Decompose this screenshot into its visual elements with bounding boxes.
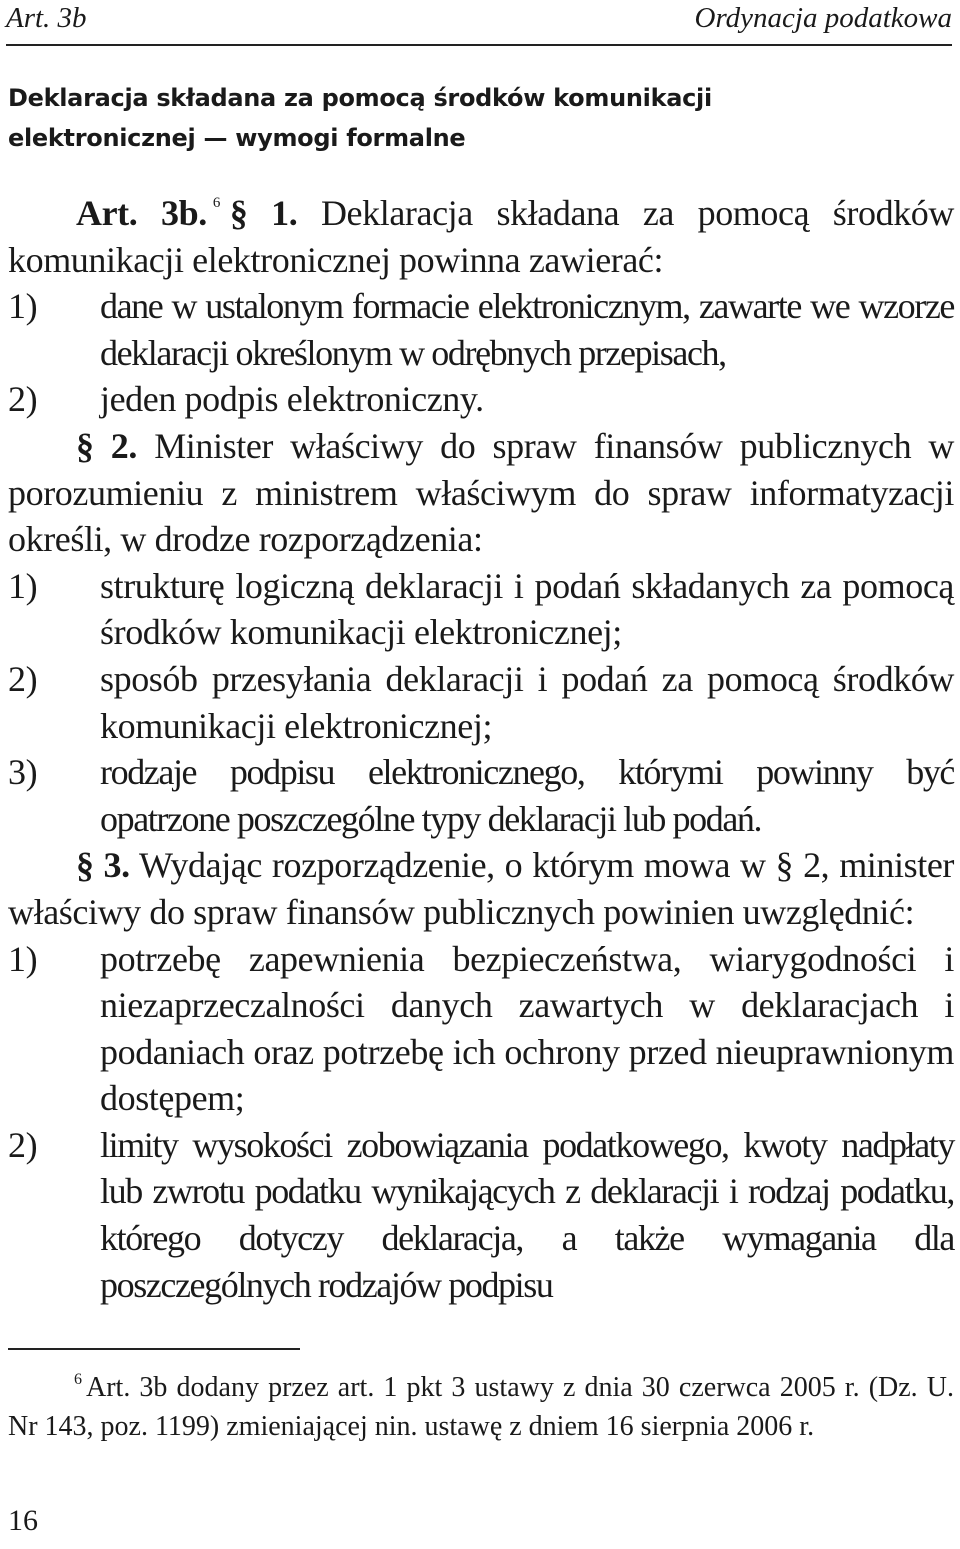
list-item <box>8 563 954 656</box>
paragraph-3-mark: § 3. <box>76 845 130 886</box>
list-item <box>8 376 954 423</box>
running-header <box>6 0 952 46</box>
paragraph-1-intro <box>8 180 954 283</box>
article-heading-line-2: elektronicznej — wymogi formalne <box>8 124 466 152</box>
list-item-number: 2) <box>8 658 38 699</box>
paragraph-2-text: Minister właściwy do spraw finansów publicznych w porozumieniu z ministrem właściwym do spraw informatyzacji określi, w drodze rozporządzenia: <box>8 425 954 560</box>
article-body <box>8 180 954 1308</box>
list-item <box>8 656 954 749</box>
article-heading <box>8 78 768 158</box>
header-article-ref: Art. 3b <box>6 2 87 34</box>
list-item-text: potrzebę zapewnienia bezpieczeństwa, wiarygodności i niezaprzeczalności danych zawartych w deklaracjach i podaniach oraz potrzebę ich ochrony przed nieuprawnionym dostępem; <box>100 938 954 1119</box>
list-item <box>8 936 954 1122</box>
footnote-divider <box>8 1348 300 1350</box>
list-item <box>8 1122 954 1308</box>
list-item-number: 1) <box>8 938 38 979</box>
paragraph-3-text: Wydając rozporządzenie, o którym mowa w § 2, minister właściwy do spraw finansów publicznych powinien uwzględnić: <box>8 845 954 932</box>
paragraph-2-intro <box>8 423 954 563</box>
list-item <box>8 749 954 842</box>
paragraph-3-intro <box>8 842 954 935</box>
list-item-text: dane w ustalonym formacie elektronicznym, zawarte we wzorze deklaracji określonym w odrębnych przepisach, <box>100 286 954 373</box>
list-item-number: 1) <box>8 565 38 606</box>
article-heading-line-1: Deklaracja składana za pomocą środków komunikacji <box>8 84 712 112</box>
list-item-text: rodzaje podpisu elektronicznego, którymi powinny być opatrzone poszczególne typy deklaracji lub podań. <box>100 752 954 839</box>
footnote-text: Art. 3b dodany przez art. 1 pkt 3 ustawy z dnia 30 czerwca 2005 r. (Dz. U. Nr 143, poz. 1199) zmieniającej nin. ustawę z dniem 16 sierpnia 2006 r. <box>8 1372 954 1442</box>
list-item-number: 3) <box>8 752 38 793</box>
list-item-number: 2) <box>8 1124 38 1165</box>
list-item-number: 2) <box>8 379 38 420</box>
list-item <box>8 283 954 376</box>
article-label: Art. 3b. <box>76 193 207 233</box>
header-act-title: Ordynacja podatkowa <box>694 2 952 34</box>
paragraph-2-mark: § 2. <box>76 425 137 466</box>
page-number: 16 <box>8 1504 38 1537</box>
footnote-number: 6 <box>74 1371 82 1388</box>
paragraph-1-mark: § 1. <box>229 193 298 233</box>
list-item-text: strukturę logiczną deklaracji i podań składanych za pomocą środków komunikacji elektronicznej; <box>100 565 954 653</box>
list-item-text: jeden podpis elektroniczny. <box>100 379 484 420</box>
footnote <box>8 1360 954 1446</box>
list-item-text: sposób przesyłania deklaracji i podań za pomocą środków komunikacji elektronicznej; <box>100 658 954 746</box>
paragraph-1-text: Deklaracja składana za pomocą środków komunikacji elektronicznej powinna zawierać: <box>8 193 954 280</box>
footnote-reference: 6 <box>212 195 220 211</box>
list-item-text: limity wysokości zobowiązania podatkowego, kwoty nadpłaty lub zwrotu podatku wynikających z deklaracji i rodzaj podatku, którego dotyczy deklaracja, a także wymagania dla poszczególnych rodzajów podpisu <box>100 1124 954 1305</box>
list-item-number: 1) <box>8 286 38 327</box>
